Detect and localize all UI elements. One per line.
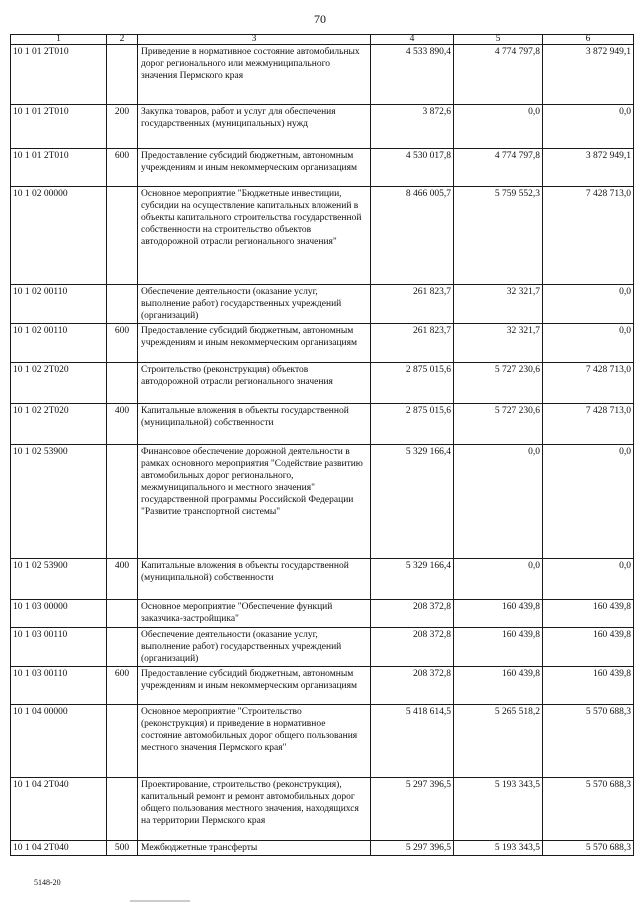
amount-col4-cell: 5 418 614,5 <box>371 705 454 778</box>
item-name-cell: Строительство (реконструкция) объектов автодорожной отрасли регионального значения <box>138 363 371 404</box>
item-name-cell: Межбюджетные трансферты <box>138 841 371 856</box>
program-code-cell: 10 1 02 53900 <box>11 559 107 600</box>
column-header: 3 <box>138 35 371 45</box>
amount-col6-cell: 160 439,8 <box>543 667 634 705</box>
expense-type-cell: 500 <box>107 841 138 856</box>
table-row <box>11 45 634 105</box>
program-code-cell: 10 1 01 2Т010 <box>11 149 107 187</box>
page-number: 70 <box>314 12 326 26</box>
amount-col6-cell: 7 428 713,0 <box>543 404 634 445</box>
amount-col5-cell: 160 439,8 <box>454 600 543 628</box>
item-name-cell: Предоставление субсидий бюджетным, автономным учреждениям и иным некоммерческим организациям <box>138 324 371 363</box>
item-name-cell: Основное мероприятие "Обеспечение функций заказчика-застройщика" <box>138 600 371 628</box>
amount-col6-cell: 5 570 688,3 <box>543 841 634 856</box>
expense-type-cell <box>107 187 138 285</box>
item-name-cell: Капитальные вложения в объекты государственной (муниципальной) собственности <box>138 404 371 445</box>
item-name-cell: Приведение в нормативное состояние автомобильных дорог регионального или межмуниципального значения Пермского края <box>138 45 371 105</box>
amount-col4-cell: 8 466 005,7 <box>371 187 454 285</box>
item-name-cell: Основное мероприятие "Бюджетные инвестиции, субсидии на осуществление капитальных вложений в объекты капитального строительства государственной собственности на строительство объектов автодорожной отрасли регионального значения" <box>138 187 371 285</box>
document-footer-code: 5148-20 <box>34 878 61 887</box>
amount-col4-cell: 208 372,8 <box>371 628 454 667</box>
program-code-cell: 10 1 04 2Т040 <box>11 778 107 841</box>
amount-col4-cell: 208 372,8 <box>371 600 454 628</box>
amount-col5-cell: 5 727 230,6 <box>454 363 543 404</box>
amount-col6-cell: 5 570 688,3 <box>543 705 634 778</box>
amount-col4-cell: 2 875 015,6 <box>371 404 454 445</box>
amount-col5-cell: 0,0 <box>454 445 543 559</box>
program-code-cell: 10 1 03 00110 <box>11 667 107 705</box>
expense-type-cell: 400 <box>107 404 138 445</box>
expense-type-cell <box>107 628 138 667</box>
program-code-cell: 10 1 02 00000 <box>11 187 107 285</box>
expense-type-cell: 600 <box>107 149 138 187</box>
program-code-cell: 10 1 03 00110 <box>11 628 107 667</box>
amount-col6-cell: 5 570 688,3 <box>543 778 634 841</box>
expense-type-cell: 200 <box>107 105 138 149</box>
expense-type-cell <box>107 363 138 404</box>
amount-col4-cell: 261 823,7 <box>371 285 454 324</box>
table-body <box>11 45 634 856</box>
program-code-cell: 10 1 02 2Т020 <box>11 363 107 404</box>
scan-artifact <box>130 900 190 902</box>
table-row <box>11 628 634 667</box>
column-header: 6 <box>543 35 634 45</box>
expense-type-cell <box>107 705 138 778</box>
table-row <box>11 445 634 559</box>
program-code-cell: 10 1 02 2Т020 <box>11 404 107 445</box>
amount-col5-cell: 5 193 343,5 <box>454 841 543 856</box>
program-code-cell: 10 1 01 2Т010 <box>11 105 107 149</box>
amount-col6-cell: 0,0 <box>543 445 634 559</box>
amount-col5-cell: 160 439,8 <box>454 628 543 667</box>
table-row <box>11 841 634 856</box>
table-row <box>11 778 634 841</box>
amount-col5-cell: 5 193 343,5 <box>454 778 543 841</box>
column-header: 4 <box>371 35 454 45</box>
table-row <box>11 667 634 705</box>
table-row <box>11 363 634 404</box>
amount-col4-cell: 5 329 166,4 <box>371 445 454 559</box>
amount-col6-cell: 7 428 713,0 <box>543 187 634 285</box>
table-row <box>11 149 634 187</box>
program-code-cell: 10 1 04 00000 <box>11 705 107 778</box>
amount-col4-cell: 2 875 015,6 <box>371 363 454 404</box>
program-code-cell: 10 1 02 00110 <box>11 285 107 324</box>
item-name-cell: Основное мероприятие "Строительство (реконструкция) и приведение в нормативное состояние автомобильных дорог общего пользования местного значения Пермского края" <box>138 705 371 778</box>
amount-col6-cell: 0,0 <box>543 105 634 149</box>
amount-col5-cell: 4 774 797,8 <box>454 149 543 187</box>
expense-type-cell: 400 <box>107 559 138 600</box>
program-code-cell: 10 1 03 00000 <box>11 600 107 628</box>
amount-col6-cell: 7 428 713,0 <box>543 363 634 404</box>
table-row <box>11 600 634 628</box>
table-row <box>11 187 634 285</box>
item-name-cell: Обеспечение деятельности (оказание услуг, выполнение работ) государственных учреждений (организаций) <box>138 285 371 324</box>
amount-col4-cell: 4 533 890,4 <box>371 45 454 105</box>
table-row <box>11 324 634 363</box>
column-header: 1 <box>11 35 107 45</box>
amount-col5-cell: 5 759 552,3 <box>454 187 543 285</box>
amount-col6-cell: 0,0 <box>543 324 634 363</box>
program-code-cell: 10 1 02 00110 <box>11 324 107 363</box>
item-name-cell: Проектирование, строительство (реконструкция), капитальный ремонт и ремонт автомобильных дорог общего пользования местного значения, находящихся на территории Пермского края <box>138 778 371 841</box>
table-row <box>11 404 634 445</box>
item-name-cell: Предоставление субсидий бюджетным, автономным учреждениям и иным некоммерческим организациям <box>138 149 371 187</box>
amount-col4-cell: 4 530 017,8 <box>371 149 454 187</box>
item-name-cell: Обеспечение деятельности (оказание услуг, выполнение работ) государственных учреждений (организаций) <box>138 628 371 667</box>
budget-table <box>10 34 634 856</box>
program-code-cell: 10 1 04 2Т040 <box>11 841 107 856</box>
expense-type-cell <box>107 778 138 841</box>
expense-type-cell <box>107 285 138 324</box>
item-name-cell: Финансовое обеспечение дорожной деятельности в рамках основного мероприятия "Содействие развитию автомобильных дорог регионального, межмуниципального и местного значения" государственной программы Российской Федерации "Развитие транспортной системы" <box>138 445 371 559</box>
amount-col6-cell: 3 872 949,1 <box>543 149 634 187</box>
table-row <box>11 285 634 324</box>
item-name-cell: Капитальные вложения в объекты государственной (муниципальной) собственности <box>138 559 371 600</box>
amount-col6-cell: 3 872 949,1 <box>543 45 634 105</box>
amount-col4-cell: 5 297 396,5 <box>371 841 454 856</box>
expense-type-cell <box>107 45 138 105</box>
amount-col4-cell: 3 872,6 <box>371 105 454 149</box>
column-header: 5 <box>454 35 543 45</box>
item-name-cell: Закупка товаров, работ и услуг для обеспечения государственных (муниципальных) нужд <box>138 105 371 149</box>
amount-col5-cell: 160 439,8 <box>454 667 543 705</box>
amount-col6-cell: 0,0 <box>543 285 634 324</box>
expense-type-cell: 600 <box>107 667 138 705</box>
expense-type-cell <box>107 445 138 559</box>
amount-col5-cell: 4 774 797,8 <box>454 45 543 105</box>
expense-type-cell <box>107 600 138 628</box>
amount-col5-cell: 5 265 518,2 <box>454 705 543 778</box>
amount-col5-cell: 32 321,7 <box>454 324 543 363</box>
amount-col4-cell: 208 372,8 <box>371 667 454 705</box>
table-header-row <box>11 35 634 45</box>
amount-col5-cell: 5 727 230,6 <box>454 404 543 445</box>
amount-col4-cell: 261 823,7 <box>371 324 454 363</box>
column-header: 2 <box>107 35 138 45</box>
expense-type-cell: 600 <box>107 324 138 363</box>
amount-col6-cell: 160 439,8 <box>543 628 634 667</box>
table-row <box>11 105 634 149</box>
program-code-cell: 10 1 02 53900 <box>11 445 107 559</box>
amount-col5-cell: 0,0 <box>454 105 543 149</box>
table-row <box>11 559 634 600</box>
amount-col6-cell: 0,0 <box>543 559 634 600</box>
amount-col5-cell: 32 321,7 <box>454 285 543 324</box>
item-name-cell: Предоставление субсидий бюджетным, автономным учреждениям и иным некоммерческим организациям <box>138 667 371 705</box>
program-code-cell: 10 1 01 2Т010 <box>11 45 107 105</box>
amount-col5-cell: 0,0 <box>454 559 543 600</box>
amount-col4-cell: 5 329 166,4 <box>371 559 454 600</box>
amount-col4-cell: 5 297 396,5 <box>371 778 454 841</box>
amount-col6-cell: 160 439,8 <box>543 600 634 628</box>
table-row <box>11 705 634 778</box>
